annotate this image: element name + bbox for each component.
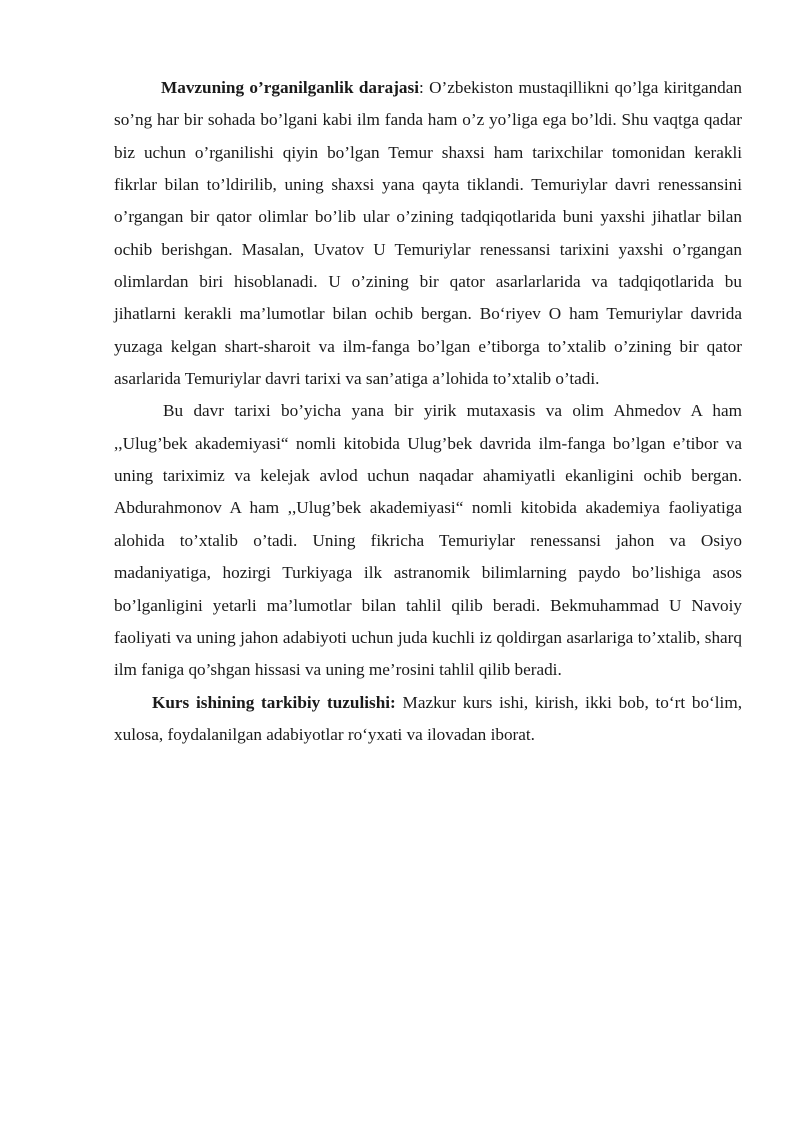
paragraph-structure <box>114 687 742 752</box>
paragraph-heading: Mavzuning o’rganilganlik darajasi <box>161 78 419 97</box>
paragraph-scholars <box>114 395 742 686</box>
paragraph-text: : O’zbekiston mustaqillikni qo’lga kiritgandan so’ng har bir sohada bo’lgani kabi ilm fanda ham o’z yo’liga ega bo’ldi. Shu vaqtga qadar biz uchun o’rganilishi qiyin bo’lgan Temur shaxsi ham tarixchilar tomonidan kerakli fikrlar bilan to’ldirilib, uning shaxsi yana qayta tiklandi. Temuriylar davri renessansini o’rgangan bir qator olimlar bo’lib ular o’zining tadqiqotlarida buni yaxshi jihatlar bilan ochib berishgan. Masalan, Uvatov U Temuriylar renessansi tarixini yaxshi o’rgangan olimlardan biri hisoblanadi. U o’zining bir qator asarlarlarida va tadqiqotlarida bu jihatlarni kerakli ma’lumotlar bilan ochib bergan. Bo‘riyev O ham Temuriylar davrida yuzaga kelgan shart-sharoit va ilm-fanga bo’lgan e’tiborga to’xtalib o’zining bir qator asarlarida Temuriylar davri tarixi va san’atiga a’lohida to’xtalib o’tadi. <box>114 78 742 389</box>
paragraph-text: Bu davr tarixi bo’yicha yana bir yirik mutaxasis va olim Ahmedov A ham ,,Ulug’bek akademiyasi“ nomli kitobida Ulug’bek davrida ilm-fanga bo’lgan e’tibor va uning tariximiz va kelejak avlod uchun naqadar ahamiyatli ekanligini ochib bergan. Abdurahmonov A ham ,,Ulug’bek akademiyasi“ nomli kitobida akademiya faoliyatiga alohida to’xtalib o’tadi. Uning fikricha Temuriylar renessansi jahon va Osiyo madaniyatiga, hozirgi Turkiyaga ilk astranomik bilimlarning paydo bo’lishiga asos bo’lganligini yetarli ma’lumotlar bilan tahlil qilib beradi. Bekmuhammad U Navoiy faoliyati va uning jahon adabiyoti uchun juda kuchli iz qoldirgan asarlariga to’xtalib, sharq ilm faniga qo’shgan hissasi va uning me’rosini tahlil qilib beradi. <box>114 401 742 680</box>
paragraph-text: Mazkur kurs ishi, kirish, ikki bob, to‘rt bo‘lim, xulosa, foydalanilgan adabiyotlar ro‘yxati va ilovadan iborat. <box>114 692 742 744</box>
document-page <box>114 72 742 751</box>
paragraph-research-degree <box>114 72 742 395</box>
paragraph-heading: Kurs ishining tarkibiy tuzulishi: <box>152 692 396 712</box>
